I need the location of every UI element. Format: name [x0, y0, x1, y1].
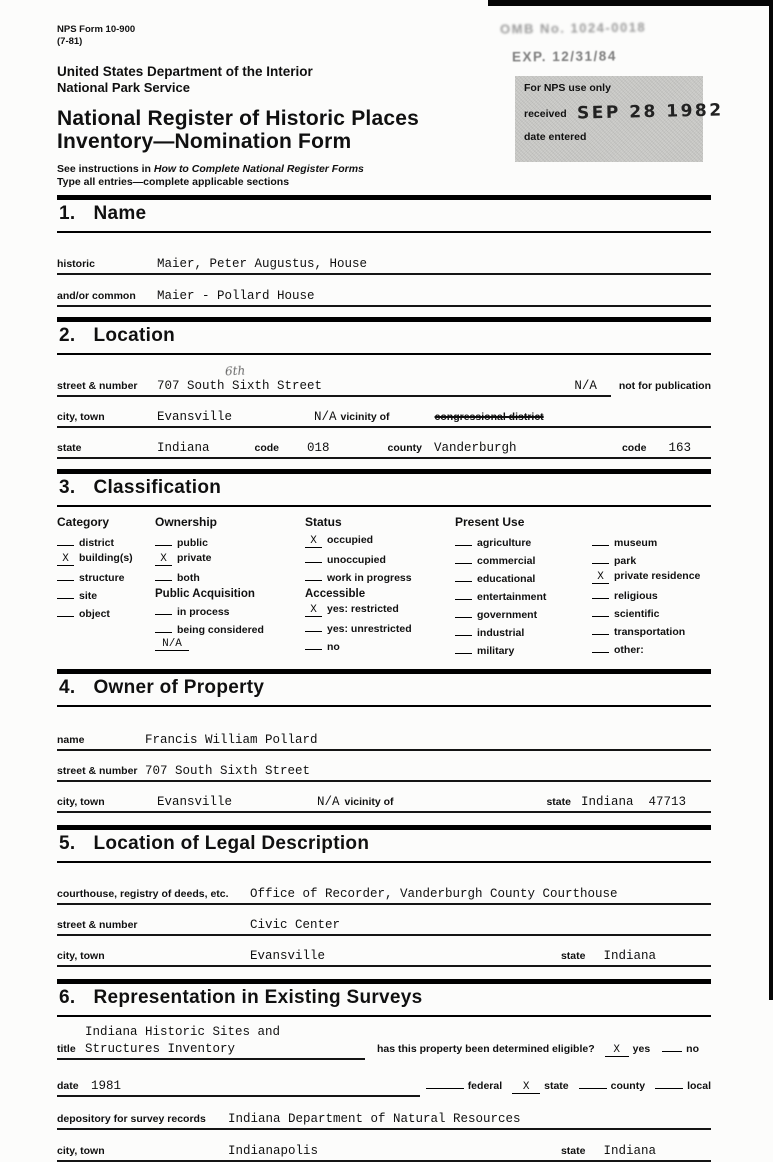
nps-use-only-label: For NPS use only	[524, 82, 611, 94]
checkbox-work-in-progress: work in progress	[305, 569, 455, 584]
ownership-header: Ownership	[155, 514, 218, 529]
section-4-header	[57, 669, 711, 707]
checkbox-religious: religious	[592, 587, 711, 602]
county-value: Vanderburgh	[433, 440, 517, 455]
checkbox-educational-mark	[455, 570, 472, 582]
section-4-owner	[57, 669, 711, 813]
survey-city-value: Indianapolis	[228, 1143, 319, 1158]
owner-name-value: Francis William Pollard	[145, 732, 318, 747]
owner-city-value: Evansville	[157, 794, 233, 809]
checkbox-in-process-mark	[155, 603, 172, 615]
owner-street-value: 707 South Sixth Street	[145, 763, 311, 778]
section-2-number: 2.	[59, 324, 76, 346]
checkbox-private-mark: X	[155, 554, 172, 566]
field-owner-street	[57, 764, 711, 782]
checkbox-buildings: X building(s)	[57, 552, 155, 566]
county-level-label: county	[610, 1079, 646, 1092]
checkbox-no-mark	[305, 638, 322, 650]
checkbox-entertainment: entertainment	[455, 588, 592, 603]
checkbox-commercial-mark	[455, 552, 472, 564]
checkbox-eligible-no-mark	[662, 1040, 682, 1052]
checkbox-scientific: scientific	[592, 605, 711, 620]
present-use-column-2	[592, 515, 711, 657]
checkbox-site-mark	[57, 587, 74, 599]
city-label: city, town	[57, 410, 105, 423]
checkbox-buildings-mark: X	[57, 554, 74, 566]
checkbox-museum: museum	[592, 534, 711, 549]
checkbox-yes-restricted-mark: X	[305, 605, 322, 617]
field-owner-name	[57, 733, 711, 751]
checkbox-structure-mark	[57, 569, 74, 581]
department-title: United States Department of the Interior	[57, 63, 313, 79]
checkbox-government-mark	[455, 606, 472, 618]
vicinity-label: vicinity of	[340, 410, 390, 423]
legal-city-value: Evansville	[250, 948, 326, 963]
public-acquisition-subheader: Public Acquisition	[155, 587, 255, 600]
checkbox-district: district	[57, 534, 155, 549]
agency-title: National Park Service	[57, 79, 190, 95]
section-6-title: Representation in Existing Surveys	[93, 986, 423, 1008]
checkbox-industrial-mark	[455, 624, 472, 636]
pencil-annotation: 6th	[224, 363, 246, 379]
checkbox-military-mark	[455, 642, 472, 654]
expiration-stamp: EXP. 12/31/84	[511, 48, 617, 65]
field-common-name	[57, 289, 711, 307]
section-4-number: 4.	[59, 676, 76, 698]
owner-vicinity-label: vicinity of	[344, 795, 394, 808]
state-label: state	[57, 441, 82, 454]
checkbox-in-process: in process	[155, 603, 305, 618]
owner-city-label: city, town	[57, 795, 105, 808]
owner-name-label: name	[57, 733, 85, 746]
not-for-publication-na: N/A	[574, 378, 597, 393]
eligible-no-label: no	[686, 1042, 699, 1055]
legal-state-value: Indiana	[603, 948, 656, 963]
date-entered-label: date entered	[524, 131, 587, 143]
status-header: Status	[305, 514, 342, 529]
acquisition-na-value: N/A	[155, 639, 189, 651]
section-2-header	[57, 317, 711, 355]
checkbox-occupied-mark: X	[305, 536, 322, 548]
state-level-label: state	[544, 1079, 569, 1092]
courthouse-value: Office of Recorder, Vanderburgh County Courthouse	[250, 886, 618, 901]
section-2-location	[57, 317, 711, 459]
checkbox-occupied: X occupied	[305, 534, 455, 548]
field-city-town	[57, 410, 711, 428]
survey-date-value: 1981	[91, 1078, 122, 1093]
checkbox-local-mark	[655, 1077, 683, 1089]
section-5-legal-description	[57, 825, 711, 967]
section-1-name	[57, 195, 711, 307]
checkbox-industrial: industrial	[455, 624, 592, 639]
city-value: Evansville	[157, 409, 233, 424]
eligible-yes-label: yes	[632, 1042, 651, 1055]
checkbox-both-mark	[155, 569, 172, 581]
accessible-subheader: Accessible	[305, 587, 366, 600]
section-3-title: Classification	[93, 476, 222, 498]
manual-title: How to Complete National Register Forms	[153, 162, 364, 175]
checkbox-entertainment-mark	[455, 588, 472, 600]
depository-value: Indiana Department of Natural Resources	[228, 1111, 521, 1126]
code-value-1: 018	[307, 440, 330, 455]
checkbox-being-considered: being considered	[155, 621, 305, 636]
code-value-2: 163	[668, 440, 691, 455]
instructions-line1: See instructions in How to Complete National Register Forms	[57, 162, 364, 175]
state-value: Indiana	[157, 440, 210, 455]
checkbox-museum-mark	[592, 534, 609, 546]
field-depository	[57, 1112, 711, 1130]
survey-state-label: state	[560, 1144, 586, 1157]
legal-state-label: state	[560, 949, 586, 962]
survey-city-label: city, town	[57, 1144, 105, 1157]
checkbox-scientific-mark	[592, 605, 609, 617]
checkbox-public: public	[155, 534, 305, 549]
checkbox-agriculture: agriculture	[455, 534, 592, 549]
checkbox-park: park	[592, 552, 711, 567]
field-survey-title	[57, 1040, 711, 1060]
category-header: Category	[57, 514, 110, 529]
omb-number-smudge: OMB No. 1024-0018	[499, 19, 647, 37]
section-5-title: Location of Legal Description	[93, 832, 370, 854]
instructions-line2: Type all entries—complete applicable sections	[57, 175, 290, 188]
form-revision: (7-81)	[57, 35, 83, 47]
section-5-number: 5.	[59, 832, 76, 854]
checkbox-eligible-yes-mark: X	[605, 1045, 629, 1057]
checkbox-both: both	[155, 569, 305, 584]
section-1-header	[57, 195, 711, 233]
historic-value: Maier, Peter Augustus, House	[157, 256, 368, 271]
survey-title-line2: Structures Inventory	[85, 1041, 236, 1056]
eligible-question-label: has this property been determined eligible?	[377, 1042, 595, 1055]
survey-state-value: Indiana	[603, 1143, 656, 1158]
checkbox-yes-unrestricted-mark	[305, 620, 322, 632]
nps-use-only-box	[515, 76, 724, 162]
common-name-label: and/or common	[57, 289, 136, 302]
field-state-county	[57, 441, 711, 459]
street-label: street & number	[57, 379, 138, 392]
legal-street-label: street & number	[57, 918, 138, 931]
checkbox-religious-mark	[592, 587, 609, 599]
checkbox-educational: educational	[455, 570, 592, 585]
field-legal-city	[57, 949, 711, 967]
owner-street-label: street & number	[57, 764, 138, 777]
ownership-column	[155, 515, 305, 657]
depository-label: depository for survey records	[57, 1112, 206, 1125]
document-title-line2: Inventory—Nomination Form	[57, 130, 352, 154]
received-label: received	[524, 108, 567, 120]
checkbox-military: military	[455, 642, 592, 657]
checkbox-object: object	[57, 605, 155, 620]
present-use-header-spacer	[592, 515, 711, 529]
checkbox-work-in-progress-mark	[305, 569, 322, 581]
section-1-title: Name	[93, 202, 147, 224]
checkbox-other-mark	[592, 641, 609, 653]
checkbox-district-mark	[57, 534, 74, 546]
field-owner-city	[57, 795, 711, 813]
field-historic-name	[57, 257, 711, 275]
checkbox-object-mark	[57, 605, 74, 617]
received-row	[524, 100, 724, 124]
survey-title-line1: Indiana Historic Sites and	[85, 1024, 281, 1039]
vicinity-na: N/A	[314, 409, 337, 424]
common-name-value: Maier - Pollard House	[157, 288, 315, 303]
owner-state-value: Indiana 47713	[580, 794, 686, 809]
section-6-surveys	[57, 979, 711, 1162]
checkbox-county-mark	[579, 1077, 607, 1089]
owner-state-label: state	[546, 795, 571, 808]
federal-label: federal	[467, 1079, 503, 1092]
legal-city-label: city, town	[57, 949, 105, 962]
checkbox-state-mark: X	[512, 1082, 540, 1094]
checkbox-unoccupied: unoccupied	[305, 551, 455, 566]
checkbox-private: X private	[155, 552, 305, 566]
checkbox-private-residence: X private residence	[592, 570, 711, 584]
checkbox-private-residence-mark: X	[592, 572, 609, 584]
legal-street-value: Civic Center	[250, 917, 341, 932]
status-column	[305, 515, 455, 657]
checkbox-commercial: commercial	[455, 552, 592, 567]
field-survey-date	[57, 1077, 711, 1097]
section-2-title: Location	[93, 324, 176, 346]
code-label-2: code	[621, 441, 647, 454]
checkbox-site: site	[57, 587, 155, 602]
field-legal-street	[57, 918, 711, 936]
section-6-header	[57, 979, 711, 1017]
field-courthouse	[57, 887, 711, 905]
courthouse-label: courthouse, registry of deeds, etc.	[57, 887, 229, 900]
section-5-header	[57, 825, 711, 863]
checkbox-agriculture-mark	[455, 534, 472, 546]
form-number: NPS Form 10-900	[57, 24, 136, 35]
received-date-stamp: SEP 28 1982	[576, 100, 724, 124]
section-6-number: 6.	[59, 986, 76, 1008]
checkbox-other: other:	[592, 641, 711, 656]
field-street-number	[57, 363, 711, 397]
survey-title-label: title	[57, 1042, 76, 1055]
checkbox-yes-unrestricted: yes: unrestricted	[305, 620, 455, 635]
checkbox-federal-mark	[426, 1077, 464, 1089]
document-title-line1: National Register of Historic Places	[57, 106, 419, 130]
local-label: local	[687, 1079, 711, 1092]
checkbox-no: no	[305, 638, 455, 653]
section-3-number: 3.	[59, 476, 76, 498]
checkbox-unoccupied-mark	[305, 551, 322, 563]
checkbox-being-considered-mark	[155, 621, 172, 633]
not-for-publication-label: not for publication	[618, 379, 711, 392]
section-1-number: 1.	[59, 202, 76, 224]
code-label-1: code	[254, 441, 280, 454]
present-use-header: Present Use	[455, 514, 525, 529]
section-3-header	[57, 469, 711, 507]
checkbox-transportation: transportation	[592, 623, 711, 638]
checkbox-government: government	[455, 606, 592, 621]
section-4-title: Owner of Property	[93, 676, 265, 698]
survey-date-label: date	[57, 1079, 79, 1092]
classification-grid	[57, 515, 711, 657]
street-value: 707 South Sixth Street	[157, 378, 323, 393]
acquisition-na	[155, 639, 305, 651]
field-survey-city	[57, 1144, 711, 1162]
present-use-column-1	[455, 515, 592, 657]
section-3-classification	[57, 469, 711, 657]
checkbox-transportation-mark	[592, 623, 609, 635]
historic-label: historic	[57, 257, 95, 270]
checkbox-yes-restricted: X yes: restricted	[305, 603, 455, 617]
owner-vicinity-na: N/A	[317, 794, 340, 809]
county-label: county	[387, 441, 422, 454]
checkbox-public-mark	[155, 534, 172, 546]
congressional-district-label: congressional district	[434, 410, 544, 423]
checkbox-structure: structure	[57, 569, 155, 584]
category-column	[57, 515, 155, 657]
checkbox-park-mark	[592, 552, 609, 564]
